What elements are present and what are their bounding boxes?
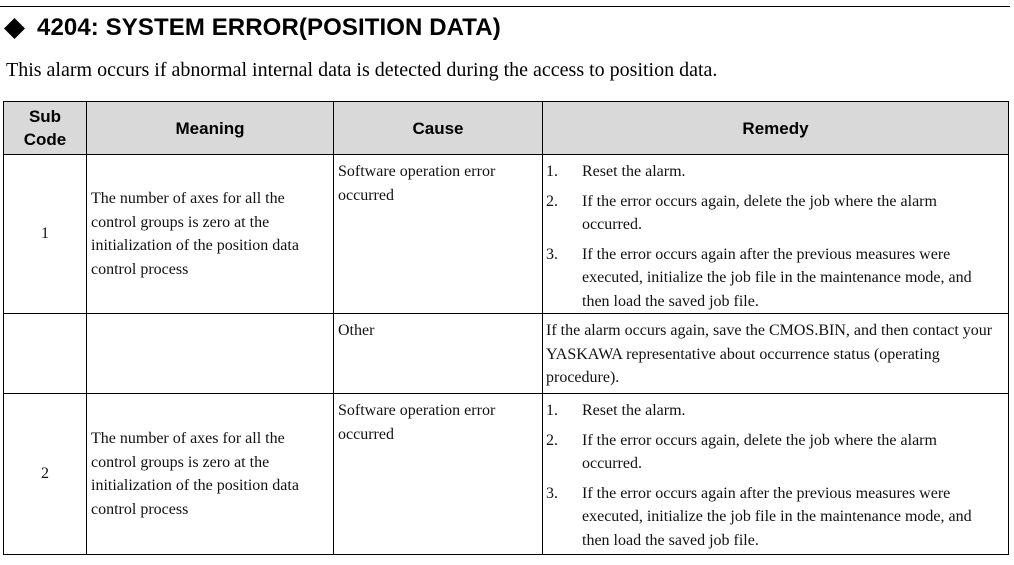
header-sub-code-line2: Code (23, 130, 67, 149)
remedy-step (546, 160, 1000, 184)
step-text: If the error occurs again, delete the job where the alarm occurred. (582, 192, 937, 233)
header-meaning: Meaning (87, 102, 334, 155)
remedy-text: If the alarm occurs again, save the CMOS.BIN, and then contact your YASKAWA representative about occurrence status (operating procedure). (546, 322, 993, 386)
remedy-step (546, 482, 1000, 553)
step-text: If the error occurs again after the previous measures were executed, initialize the job file in the maintenance mode, and then load the saved job file. (582, 245, 972, 310)
sub-code-cell (4, 314, 87, 394)
step-number: 2. (546, 431, 558, 449)
remedy-step (546, 429, 1000, 476)
section-heading (0, 13, 501, 43)
cause-cell: Software operation error occurred (334, 394, 543, 555)
remedy-step (546, 399, 1000, 423)
step-text: Reset the alarm. (582, 402, 686, 419)
step-text: If the error occurs again, delete the job where the alarm occurred. (582, 431, 937, 472)
sub-code-cell: 2 (4, 394, 87, 555)
alarm-table (3, 101, 1009, 555)
remedy-steps (546, 160, 1000, 313)
remedy-cell (543, 155, 1009, 314)
header-sub-code-line1: Sub (28, 107, 62, 126)
table-row (4, 314, 1009, 394)
header-cause: Cause (334, 102, 543, 155)
step-text: If the error occurs again after the previous measures were executed, initialize the job file in the maintenance mode, and then load the saved job file. (582, 484, 972, 549)
alarm-title: 4204: SYSTEM ERROR(POSITION DATA) (37, 14, 501, 41)
remedy-steps (546, 399, 1000, 552)
step-number: 1. (546, 402, 558, 419)
header-remedy: Remedy (543, 102, 1009, 155)
top-rule (0, 6, 1010, 7)
table-row (4, 394, 1009, 555)
meaning-cell: The number of axes for all the control groups is zero at the initialization of the position data control process (87, 394, 334, 555)
alarm-description: This alarm occurs if abnormal internal data is detected during the access to position data. (6, 59, 718, 81)
remedy-step (546, 190, 1000, 237)
remedy-cell (543, 314, 1009, 394)
diamond-bullet-icon (4, 18, 25, 39)
table-row (4, 155, 1009, 314)
step-number: 1. (546, 163, 558, 180)
step-number: 3. (546, 245, 558, 263)
cause-cell: Other (334, 314, 543, 394)
sub-code-cell: 1 (4, 155, 87, 314)
remedy-step (546, 243, 1000, 314)
step-number: 2. (546, 192, 558, 210)
meaning-cell: The number of axes for all the control groups is zero at the initialization of the position data control process (87, 155, 334, 314)
step-number: 3. (546, 484, 558, 502)
remedy-cell (543, 394, 1009, 555)
table-header-row (4, 102, 1009, 155)
header-sub-code (4, 102, 87, 155)
meaning-cell (87, 314, 334, 394)
step-text: Reset the alarm. (582, 163, 686, 180)
cause-cell: Software operation error occurred (334, 155, 543, 314)
